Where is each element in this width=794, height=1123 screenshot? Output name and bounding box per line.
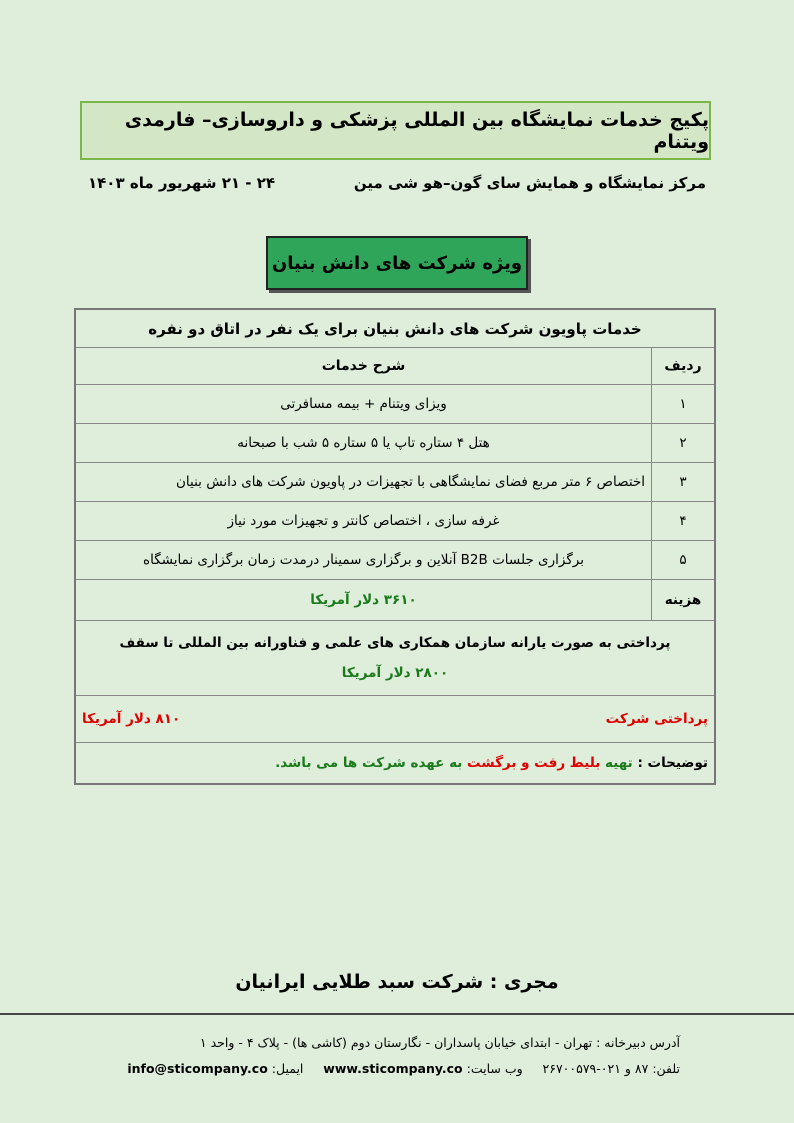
column-header-description: شرح خدمات (75, 348, 652, 385)
venue-text: مرکز نمایشگاه و همایش سای گون–هو شی مین (353, 174, 706, 192)
cost-cell (75, 580, 652, 621)
row-description: غرفه سازی ، اختصاص کانتر و تجهیزات مورد نیاز (75, 502, 652, 541)
footer-divider (0, 1013, 794, 1015)
table-row (75, 424, 715, 463)
footer-address: آدرس دبیرخانه : تهران - ابتدای خیابان پاسداران - نگارستان دوم (کاشی ها) - پلاک ۴ - واحد ۱ (199, 1035, 680, 1050)
page-title (80, 101, 711, 160)
email-label: ایمیل: (271, 1061, 304, 1076)
row-description: هتل ۴ ستاره تاپ یا ۵ ستاره ۵ شب با صبحانه (75, 424, 652, 463)
row-description: برگزاری جلسات B2B آنلاین و برگزاری سمینار درمدت زمان برگزاری نمایشگاه (75, 541, 652, 580)
table-title-row (75, 309, 715, 348)
page-title-text: پکیج خدمات نمایشگاه بین المللی پزشکی و داروسازی– فارمدی ویتنام (124, 108, 709, 153)
row-number: ۳ (652, 463, 716, 502)
subsidy-value: ۲۸۰۰ دلار آمریکا (341, 665, 449, 681)
executor-text: مجری : شرکت سبد طلایی ایرانیان (235, 971, 559, 993)
row-description: ویزای ویتنام + بیمه مسافرتی (75, 385, 652, 424)
table-row (75, 541, 715, 580)
table-title: خدمات پاویون شرکت های دانش بنیان برای یک نفر در اتاق دو نفره (75, 309, 715, 348)
table-row (75, 463, 715, 502)
notes-highlight: بلیط رفت و برگشت (467, 755, 601, 771)
cost-value: ۳۶۱۰ دلار آمریکا (310, 592, 417, 608)
row-number: ۱ (652, 385, 716, 424)
table-row (75, 385, 715, 424)
row-number: ۵ (652, 541, 716, 580)
company-payment-label: پرداختی شرکت (605, 711, 708, 727)
subsidy-text: پرداختی به صورت یارانه سازمان همکاری های علمی و فناورانه بین المللی تا سقف (119, 635, 671, 651)
dates-text: ۲۴ - ۲۱ شهریور ماه ۱۴۰۳ (88, 174, 276, 192)
phone-number: ۸۷ و ۰۲۱-۲۶۷۰۰۵۷۹ (542, 1061, 649, 1076)
company-payment-cell (75, 696, 715, 743)
subsidy-row (75, 621, 715, 696)
notes-cell (75, 743, 715, 785)
cost-row (75, 580, 715, 621)
footer-contact (127, 1061, 680, 1076)
company-payment-row (75, 696, 715, 743)
notes-label: توضیحات : (637, 755, 708, 771)
special-label-text: ویژه شرکت های دانش بنیان (271, 252, 523, 274)
services-table (74, 308, 716, 785)
row-number: ۴ (652, 502, 716, 541)
phone-label: تلفن: (652, 1061, 680, 1076)
notes-part-2: به عهده شرکت ها می باشد. (275, 755, 463, 771)
column-header-row-number: ردیف (652, 348, 716, 385)
row-description: اختصاص ۶ متر مربع فضای نمایشگاهی با تجهیزات در پاویون شرکت های دانش بنیان (75, 463, 652, 502)
email-link[interactable]: info@sticompany.co (127, 1061, 268, 1076)
subsidy-cell (75, 621, 715, 696)
table-header-row (75, 348, 715, 385)
notes-row (75, 743, 715, 785)
row-number: ۲ (652, 424, 716, 463)
cost-label: هزینه (652, 580, 716, 621)
company-payment-value: ۸۱۰ دلار آمریکا (82, 711, 181, 727)
website-link[interactable]: www.sticompany.co (323, 1061, 463, 1076)
notes-part-1: تهیه (605, 755, 633, 771)
table-row (75, 502, 715, 541)
website-label: وب سایت: (466, 1061, 523, 1076)
special-label-box (266, 236, 528, 290)
